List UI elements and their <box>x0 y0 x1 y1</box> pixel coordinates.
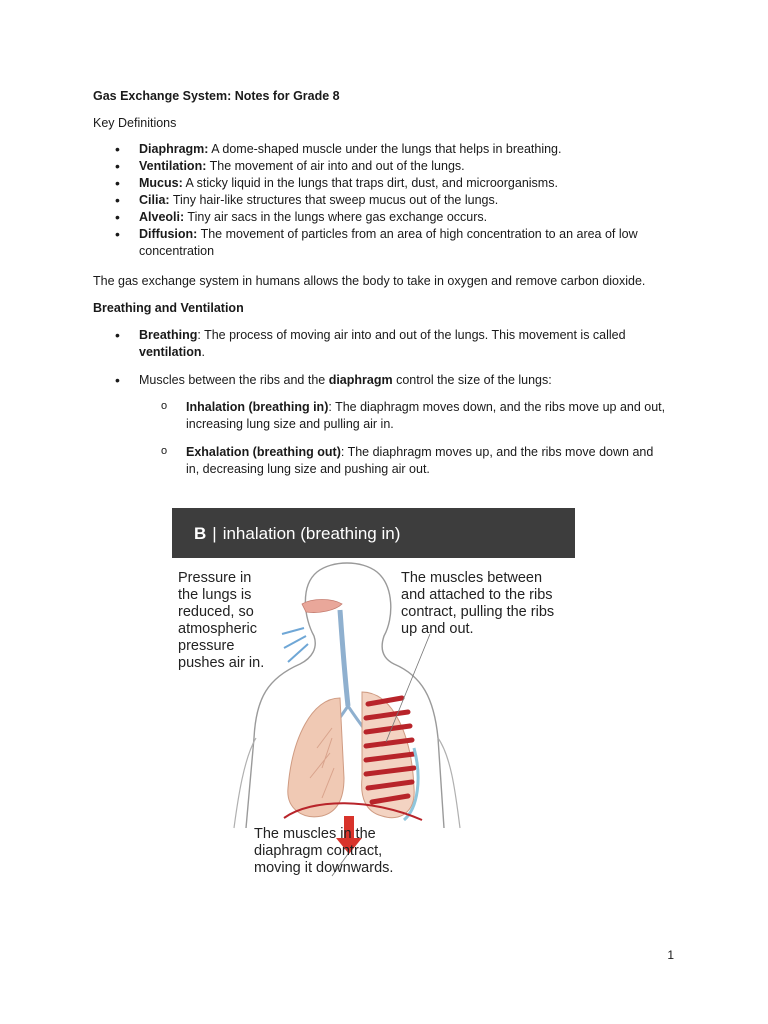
page-number: 1 <box>667 948 674 962</box>
inhalation-diagram <box>172 508 575 888</box>
definitions-list <box>0 141 659 260</box>
list-item: • Mucus: A sticky liquid in the lungs that traps dirt, dust, and microorganisms. <box>0 175 659 192</box>
list-item: • Diaphragm: A dome-shaped muscle under the lungs that helps in breathing. <box>0 141 659 158</box>
intro-paragraph: The gas exchange system in humans allows the body to take in oxygen and remove carbon dioxide. <box>93 274 646 288</box>
nasal-cavity <box>302 600 342 613</box>
diagram-label-right: The muscles between and attached to the ribs contract, pulling the ribs up and out. <box>401 570 555 637</box>
left-lung <box>288 698 344 817</box>
key-definitions-heading: Key Definitions <box>93 116 177 130</box>
list-item: • Cilia: Tiny hair-like structures that sweep mucus out of the lungs. <box>0 192 659 209</box>
muscles-list <box>0 372 659 389</box>
diagram-label-bottom: The muscles in the diaphragm contract, moving it downwards. <box>254 826 394 876</box>
list-item: • Breathing: The process of moving air into and out of the lungs. This movement is called ventilation. <box>0 327 659 361</box>
list-item: • Muscles between the ribs and the diaphragm control the size of the lungs: <box>0 372 659 389</box>
diagram-header-separator: | <box>212 523 217 543</box>
list-item: • Diffusion: The movement of particles from an area of high concentration to an area of low concentration <box>0 226 659 260</box>
diagram-header-letter: B <box>194 523 207 543</box>
list-item: o Exhalation (breathing out): The diaphragm moves up, and the ribs move down and in, decreasing lung size and pushing air out. <box>0 444 666 478</box>
list-item: • Ventilation: The movement of air into and out of the lungs. <box>0 158 659 175</box>
breathing-heading: Breathing and Ventilation <box>93 301 244 315</box>
list-item: • Alveoli: Tiny air sacs in the lungs where gas exchange occurs. <box>0 209 659 226</box>
inhalation-sub-list <box>0 399 666 433</box>
exhalation-sub-list <box>0 444 666 478</box>
air-arrow <box>284 636 306 648</box>
document-title: Gas Exchange System: Notes for Grade 8 <box>93 89 340 103</box>
diagram-label-left: Pressure in the lungs is reduced, so atmospheric pressure pushes air in. <box>178 570 265 671</box>
air-arrow <box>282 628 304 634</box>
diagram-header <box>172 508 575 558</box>
air-arrow <box>288 644 308 662</box>
trachea <box>340 610 348 706</box>
breathing-list <box>0 327 659 361</box>
diagram-header-text: inhalation (breathing in) <box>222 523 401 543</box>
list-item: o Inhalation (breathing in): The diaphragm moves down, and the ribs move up and out, increasing lung size and pulling air in. <box>0 399 666 433</box>
